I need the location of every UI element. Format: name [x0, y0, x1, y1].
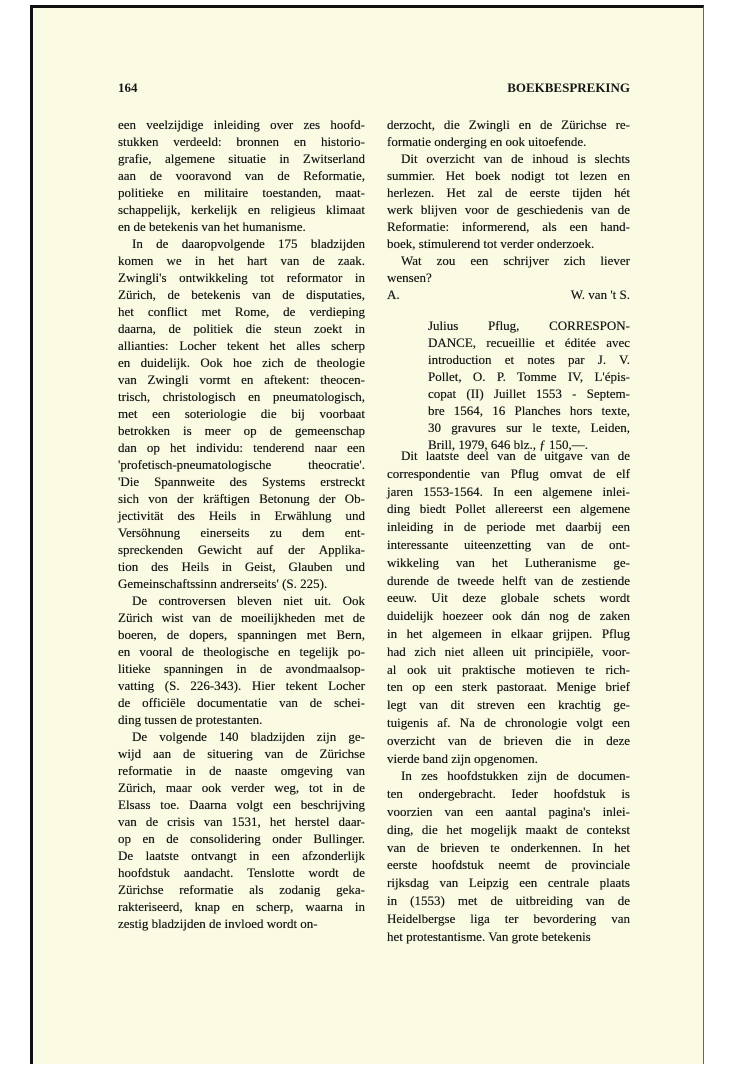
text-line: derzocht, die Zwingli en de Zürichse re- — [387, 117, 630, 132]
citation-line: Pollet, O. P. Tomme IV, L'épis- — [428, 369, 630, 384]
text-line: de officiële documentatie van de schei- — [118, 695, 365, 710]
text-line: zestig bladzijden de invloed wordt on- — [118, 916, 318, 931]
text-line: herlezen. Het zal de eerste tijden hét — [387, 185, 630, 200]
text-line: vierde band zijn opgenomen. — [387, 750, 538, 766]
text-line: reformatie in de naaste omgeving van — [118, 763, 365, 778]
text-line: Elsass toe. Daarna volgt een beschrijving — [118, 797, 365, 812]
citation-line: Brill, 1979, 646 blz., ƒ 150,—. — [428, 437, 588, 452]
text-line: allianties: Locher tekent het alles scherp — [118, 338, 365, 353]
text-line: van de crisis van 1531, het herstel daar- — [118, 814, 365, 829]
text-line: op en de consolidering onder Bullinger. — [118, 831, 365, 846]
text-line: litieke spanningen in de avondmaalsop- — [118, 661, 365, 676]
text-line: van de brieven te onderkennen. In het — [387, 839, 630, 855]
text-line: De volgende 140 bladzijden zijn ge- — [132, 729, 365, 744]
text-line: summier. Het boek nodigt tot lezen en — [387, 168, 630, 183]
text-line: het protestantisme. Van grote betekenis — [387, 928, 591, 944]
text-line: daarna, de politiek die steun zoekt in — [118, 321, 365, 336]
text-line: dan op het individu: tenderend naar een — [118, 440, 365, 455]
text-line: al ook uit praktische motieven te rich- — [387, 661, 630, 677]
text-line: Zürich, de betekenis van de disputaties, — [118, 287, 365, 302]
text-line: tion des Heils in Geist, Glauben und — [118, 559, 365, 574]
text-line: De controversen bleven niet uit. Ook — [132, 593, 365, 608]
text-line: voorzien van een aantal pagina's inlei- — [387, 803, 630, 819]
text-line: In zes hoofdstukken zijn de documen- — [401, 768, 630, 784]
text-line: wikkeling van het Lutheranisme ge- — [387, 554, 630, 570]
text-line: wijd aan de situering van de Zürichse — [118, 746, 365, 761]
text-line: duidelijk hoezeer ook dán nog de zaken — [387, 608, 630, 624]
text-line: ten ondergebracht. Ieder hoofdstuk is — [387, 786, 630, 802]
text-line: durende de tweede helft van de zestiende — [387, 572, 630, 588]
text-line: stukken verdeeld: bronnen en historio- — [118, 134, 365, 149]
text-line: trisch, christologisch en pneumatologisch, — [118, 389, 365, 404]
text-line: De laatste ontvangt in een afzonderlijk — [118, 848, 365, 863]
citation-line: Julius Pflug, CORRESPON- — [428, 318, 630, 333]
text-line: in (1553) met de uitbreiding van de — [387, 892, 630, 908]
left-column — [118, 116, 365, 932]
text-line: Wat zou een schrijver zich liever — [401, 253, 630, 268]
signature-line — [387, 286, 630, 303]
text-line: Dit laatste deel van de uitgave van de — [401, 448, 630, 463]
citation-line: bre 1564, 16 Planches hors texte, — [428, 403, 630, 418]
text-line: ding, die het mogelijk maakt de contekst — [387, 821, 630, 837]
text-line: van Zwingli vormt en aftekent: theocen- — [118, 372, 365, 387]
text-line: boeren, de dopers, spanningen met Bern, — [118, 627, 365, 642]
text-line: Dit overzicht van de inhoud is slechts — [401, 151, 630, 166]
text-line: tuigenis af. Na de chronologie volgt een — [387, 714, 630, 730]
text-line: Zürichse reformatie als zodanig geka- — [118, 882, 365, 897]
citation-line: introduction et notes par J. V. — [428, 352, 630, 367]
page-number: 164 — [118, 80, 138, 95]
text-line: in het algemeen in elkaar grijpen. Pflug — [387, 625, 630, 641]
text-line: Gemeinschaftssinn andrerseits' (S. 225). — [118, 576, 328, 591]
text-line: politieke en militaire toestanden, maat- — [118, 185, 365, 200]
text-line: eeuw. Uit deze globale schets wordt — [387, 590, 630, 606]
text-line: ding tussen de protestanten. — [118, 712, 263, 727]
text-line: betrokken is meer op de gemeenschap — [118, 423, 365, 438]
text-line: werk blijven voor de geschiedenis van de — [387, 202, 630, 217]
text-line: Zürich, maar ook verder weg, tot in de — [118, 780, 365, 795]
citation-line: 30 gravures sur le texte, Leiden, — [428, 420, 630, 435]
text-line: aan de vooravond van de Reformatie, — [118, 168, 365, 183]
right-column-review-ending — [387, 116, 630, 303]
citation-line: copat (II) Juillet 1553 - Septem- — [428, 386, 630, 401]
book-citation — [428, 317, 630, 453]
text-line: Reformatie: informerend, als een hand- — [387, 219, 630, 234]
text-line: 'Die Spannweite des Systems erstreckt — [118, 474, 365, 489]
text-line: ten op een sterk pastoraat. Menige brief — [387, 679, 630, 695]
text-line: hoofdstuk aandacht. Tenslotte wordt de — [118, 865, 365, 880]
text-line: boek, stimulerend tot verder onderzoek. — [387, 236, 595, 251]
right-column-new-review — [387, 447, 630, 945]
text-line: legt van dit streven een krachtig ge- — [387, 697, 630, 713]
text-line: overzicht van de brieven die in deze — [387, 732, 630, 748]
text-line: Versöhnung einerseits zu dem ent- — [118, 525, 365, 540]
text-line: jectivität des Heils in Erwählung und — [118, 508, 365, 523]
text-line: had zich niet alleen uit principiële, voor- — [387, 643, 630, 659]
text-line: vatting (S. 226-343). Hier tekent Locher — [118, 678, 365, 693]
text-line: en de betekenis van het humanisme. — [118, 219, 306, 234]
text-line: grafie, algemene situatie in Zwitserland — [118, 151, 365, 166]
text-line: rakteriseerd, knap en scherp, waarna in — [118, 899, 365, 914]
text-line: schappelijk, kerkelijk en religieus klimaat — [118, 202, 365, 217]
text-line: Zwingli's ontwikkeling tot reformator in — [118, 270, 365, 285]
text-line: komen we in het hart van de zaak. — [118, 253, 365, 268]
text-line: ding biedt Pollet allereerst een algemene — [387, 501, 630, 517]
signature-reviewer: W. van 't S. — [570, 287, 630, 302]
text-line: wensen? — [387, 270, 432, 285]
text-line: jaren 1553-1564. In een algemene inlei- — [387, 483, 630, 499]
text-line: Zürich wist van de moeilijkheden met de — [118, 610, 365, 625]
text-line: eerste hoofdstuk neemt de provinciale — [387, 857, 630, 873]
text-line: en duidelijk. Ook hoe zich de theologie — [118, 355, 365, 370]
text-line: Heidelbergse liga ter bevordering van — [387, 910, 630, 926]
text-line: interessante uiteenzetting van de ont- — [387, 536, 630, 552]
text-line: een veelzijdige inleiding over zes hoofd- — [118, 117, 365, 132]
text-line: inleiding in de periode met daarbij een — [387, 519, 630, 535]
text-line: en vooral de theologische en tegelijk po- — [118, 644, 365, 659]
citation-line: DANCE, recueillie et éditée avec — [428, 335, 630, 350]
text-line: rijksdag van Leipzig een centrale plaats — [387, 875, 630, 891]
text-line: met een soteriologie die bij voorbaat — [118, 406, 365, 421]
text-line: het conflict met Rome, de verdieping — [118, 304, 365, 319]
text-line: correspondentie van Pflug omvat de elf — [387, 465, 630, 481]
text-line: In de daaropvolgende 175 bladzijden — [132, 236, 365, 251]
text-line: sich von der kräftigen Betonung der Ob- — [118, 491, 365, 506]
text-line: formatie onderging en ook uitoefende. — [387, 134, 587, 149]
text-line: spreckenden Gewicht auf der Applika- — [118, 542, 365, 557]
running-title: BOEKBESPREKING — [507, 80, 630, 95]
signature-place: A. — [387, 287, 400, 302]
text-line: 'profetisch-pneumatologische theocratie'. — [118, 457, 365, 472]
